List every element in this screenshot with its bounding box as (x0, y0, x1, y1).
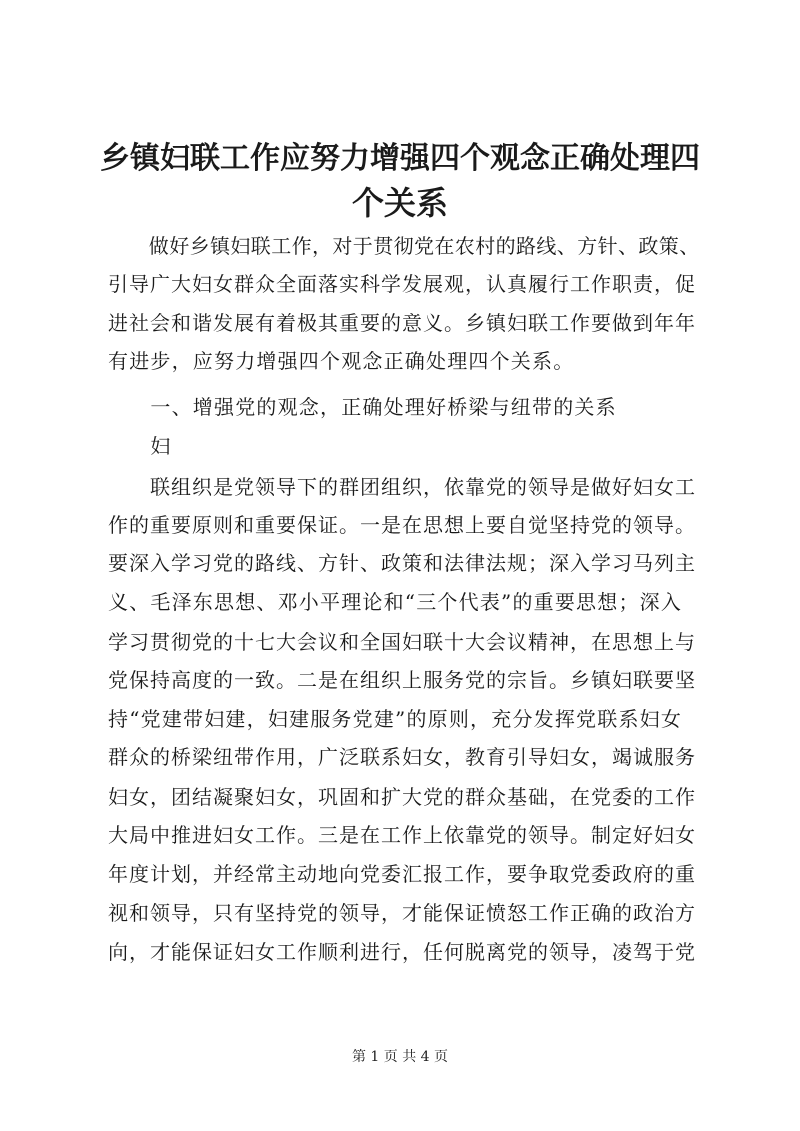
body-line: 党保持高度的一致。二是在组织上服务党的宗旨。乡镇妇联要坚 (108, 668, 696, 692)
body-line: 义、毛泽东思想、邓小平理论和“三个代表”的重要思想；深入 (108, 590, 683, 614)
document-title-line-1: 乡镇妇联工作应努力增强四个观念正确处理四 (100, 141, 700, 176)
body-line: 大局中推进妇女工作。三是在工作上依靠党的领导。制定好妇女 (108, 823, 696, 847)
body-line: 群众的桥梁纽带作用，广泛联系妇女，教育引导妇女，竭诚服务 (108, 745, 696, 769)
body-line: 进社会和谐发展有着极其重要的意义。乡镇妇联工作要做到年年 (108, 311, 696, 335)
body-line: 作的重要原则和重要保证。一是在思想上要自觉坚持党的领导。 (108, 513, 696, 537)
body-line: 学习贯彻党的十七大会议和全国妇联十大会议精神，在思想上与 (108, 630, 696, 654)
body-line: 妇女，团结凝聚妇女，巩固和扩大党的群众基础，在党委的工作 (108, 785, 696, 809)
body-line: 妇 (108, 434, 172, 458)
document-title-line-2: 个关系 (351, 184, 448, 222)
body-line: 持“党建带妇建，妇建服务党建”的原则，充分发挥党联系妇女 (108, 707, 683, 731)
body-line: 向，才能保证妇女工作顺利进行，任何脱离党的领导，凌驾于党 (108, 940, 696, 964)
body-line: 视和领导，只有坚持党的领导，才能保证愤怒工作正确的政治方 (108, 901, 696, 925)
body-line: 年度计划，并经常主动地向党委汇报工作，要争取党委政府的重 (108, 862, 696, 886)
body-line: 有进步，应努力增强四个观念正确处理四个关系。 (108, 349, 575, 373)
body-line: 联组织是党领导下的群团组织，依靠党的领导是做好妇女工 (108, 475, 696, 499)
section-heading: 一、增强党的观念，正确处理好桥梁与纽带的关系 (108, 395, 617, 419)
body-line: 引导广大妇女群众全面落实科学发展观，认真履行工作职责，促 (108, 272, 696, 296)
body-line: 做好乡镇妇联工作，对于贯彻党在农村的路线、方针、政策、 (108, 234, 700, 258)
page-footer: 第 1 页 共 4 页 (351, 1049, 449, 1065)
body-line: 要深入学习党的路线、方针、政策和法律法规；深入学习马列主 (108, 551, 696, 575)
